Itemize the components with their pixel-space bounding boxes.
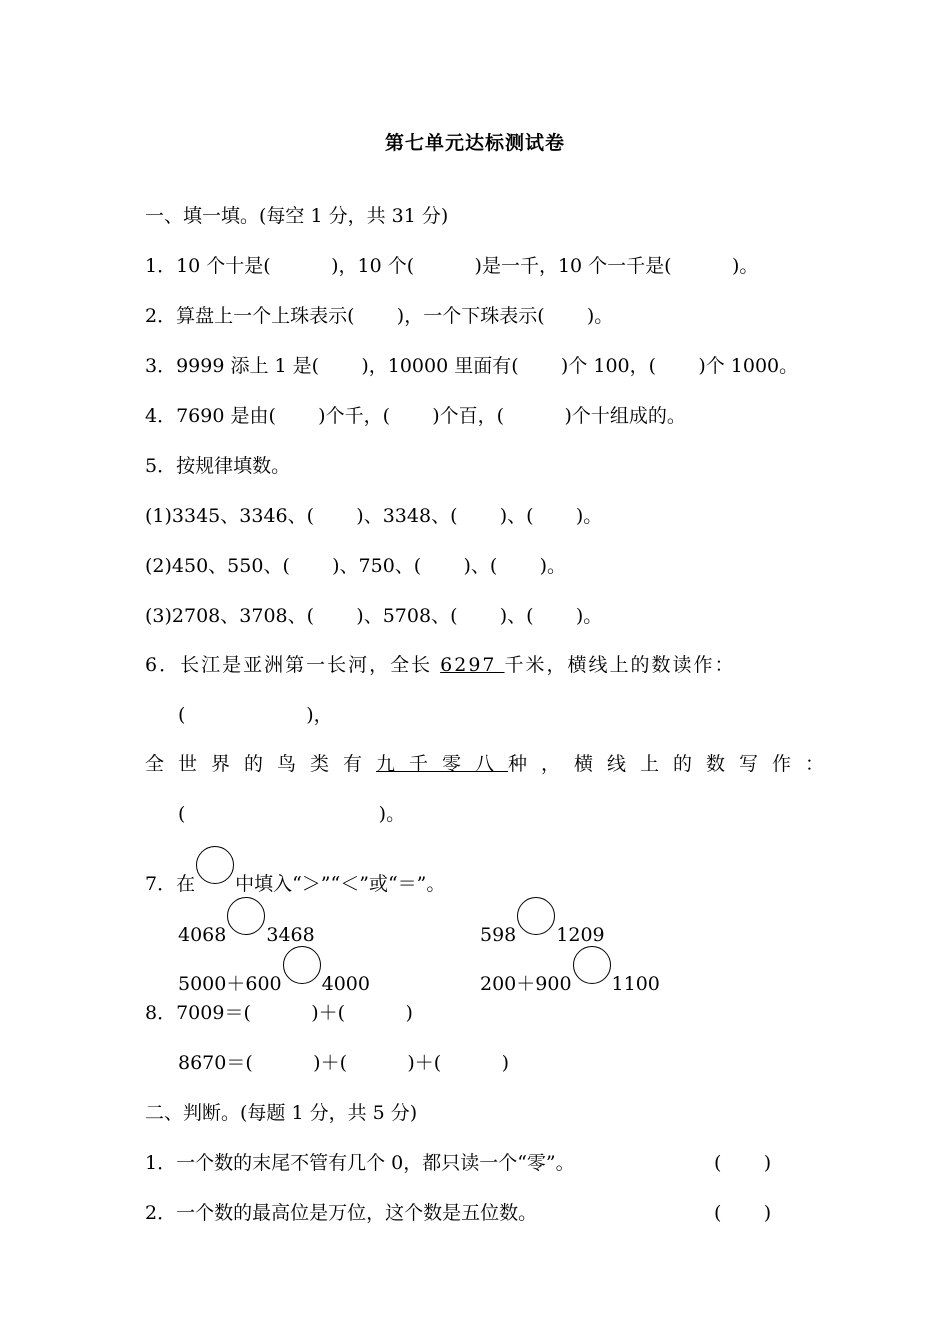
judge-2-answer[interactable]: ( ) bbox=[714, 1202, 772, 1224]
question-5-2: (2)450、550、( )、750、( )、( )。 bbox=[145, 555, 567, 577]
question-5-3: (3)2708、3708、( )、5708、( )、( )。 bbox=[145, 605, 603, 627]
question-2: 2．算盘上一个上珠表示( )，一个下珠表示( )。 bbox=[145, 305, 614, 327]
compare-circle[interactable] bbox=[283, 946, 321, 984]
compare-right: 3468 bbox=[266, 924, 315, 946]
circle-icon bbox=[196, 846, 234, 884]
page-title: 第七单元达标测试卷 bbox=[384, 132, 565, 154]
compare-item-3 bbox=[178, 958, 370, 996]
q6-a-underlined-number: 6297 bbox=[440, 654, 505, 676]
q6-b-underlined-words: 九千零八 bbox=[376, 753, 509, 775]
question-1: 1．10 个十是( )，10 个( )是一千，10 个一千是( )。 bbox=[145, 255, 759, 277]
q6-b-text-post: 种，横线上的数写作： bbox=[508, 753, 839, 775]
compare-circle[interactable] bbox=[517, 897, 555, 935]
question-5-1: (1)3345、3346、( )、3348、( )、( )。 bbox=[145, 505, 603, 527]
q6-a-text: 6．长江是亚洲第一长河，全长 bbox=[145, 654, 441, 676]
question-7 bbox=[145, 858, 445, 896]
compare-left: 598 bbox=[480, 924, 517, 946]
compare-item-4 bbox=[480, 958, 660, 996]
compare-right: 1209 bbox=[556, 924, 605, 946]
question-6-b-blank: ( )。 bbox=[178, 803, 406, 825]
judge-2: 2．一个数的最高位是万位，这个数是五位数。 bbox=[145, 1202, 538, 1224]
q7-text: 7．在 bbox=[145, 873, 196, 895]
judge-1-answer[interactable]: ( ) bbox=[714, 1152, 772, 1174]
q6-b-text: 全世界的鸟类有 bbox=[145, 753, 377, 775]
question-6-a-blank: ( )， bbox=[178, 704, 333, 726]
q6-a-text-post: 千米，横线上的数读作： bbox=[504, 654, 736, 676]
q7-text-post: 中填入“＞”“＜”或“＝”。 bbox=[235, 873, 446, 895]
question-6-a bbox=[145, 653, 736, 677]
question-8-a: 8．7009＝( )＋( ) bbox=[145, 1002, 413, 1024]
compare-left: 200＋900 bbox=[480, 973, 572, 995]
question-4: 4．7690 是由( )个千，( )个百，( )个十组成的。 bbox=[145, 405, 686, 427]
question-5: 5．按规律填数。 bbox=[145, 455, 291, 477]
question-8-b: 8670＝( )＋( )＋( ) bbox=[178, 1052, 510, 1074]
compare-left: 4068 bbox=[178, 924, 227, 946]
compare-item-2 bbox=[480, 909, 605, 947]
question-3: 3．9999 添上 1 是( )，10000 里面有( )个 100，( )个 1000。 bbox=[145, 355, 799, 377]
compare-circle[interactable] bbox=[227, 897, 265, 935]
compare-right: 1100 bbox=[611, 973, 660, 995]
compare-left: 5000＋600 bbox=[178, 973, 282, 995]
compare-circle[interactable] bbox=[573, 946, 611, 984]
section2-header: 二、判断。(每题 1 分，共 5 分) bbox=[145, 1102, 418, 1124]
judge-1: 1．一个数的末尾不管有几个 0，都只读一个“零”。 bbox=[145, 1152, 575, 1174]
section1-header: 一、填一填。(每空 1 分，共 31 分) bbox=[145, 205, 449, 227]
question-6-b bbox=[145, 752, 838, 776]
compare-right: 4000 bbox=[321, 973, 370, 995]
compare-item-1 bbox=[178, 909, 315, 947]
